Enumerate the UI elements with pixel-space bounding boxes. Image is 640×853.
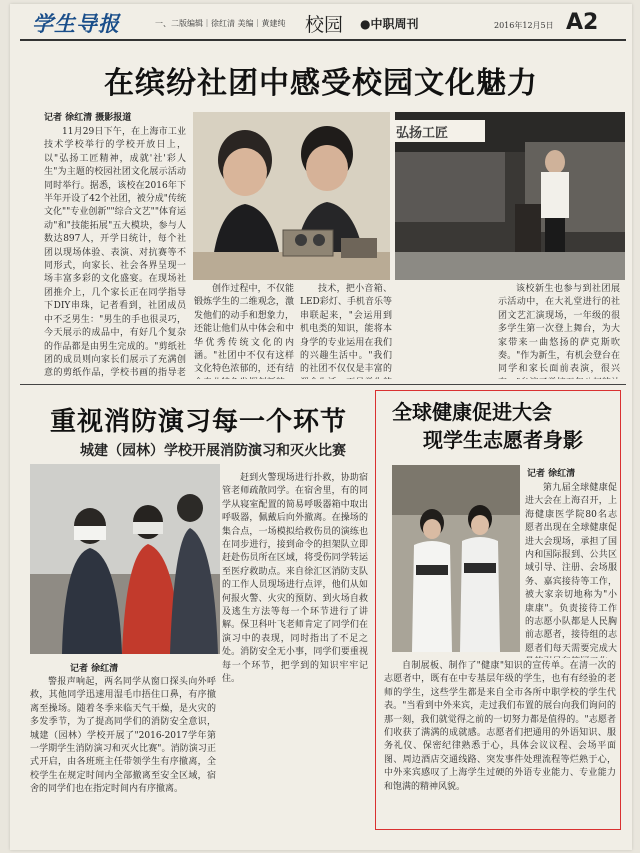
article1-column-2: 创作过程中，不仅能锻炼学生的二维观念，激发他们的动手和想象力，还能让他们从中体会和中华优秀传统文化的内涵。"社团中不仅有这样文化特色浓郁的，还有结: [194, 284, 294, 375]
issue-date: 2016年12月5日: [494, 21, 554, 30]
article2-column-2: 赶到火警现场进行扑救，协助宿管老师疏散同学。在宿舍里，有的同学从寝室配置的简易呼吸器箱中取出呼吸器，佩戴后向外撤离。在操场的集合点，一场模拟给救伤员的演练也在同步进行，接到命令的担架队立即赶赴伤员所在区域，将受伤同学转运至医疗救助点。来自徐汇区消防支队的工作人员现场进行点评，他们从如何报火警、火灾的预防、到火场自救及逃生方法等每一个环节进行了讲解。保卫科叶飞老师肯定了同学们在演习中的表现，同时指出了不足之处。消防安全无小事，同学们要重视每一个环节，把学到的知识牢牢记住。: [222, 473, 368, 685]
fire-drill-photo-svg: [30, 464, 220, 654]
article3-headline-line1: 全球健康促进大会: [392, 400, 552, 424]
section-subtitle: ●中职周刊: [360, 17, 419, 31]
stage-banner-text: 弘扬工匠: [390, 120, 485, 142]
volunteers-photo: [392, 465, 520, 652]
volunteers-photo-svg: [392, 465, 520, 652]
article3-column-2: 自制展板、制作了"健康"知识的宣传单。在清一次的志愿者中，既有在中专基层年级的学生，也有有经验的老师的学生，这些学生都是来自全市各所中职学校的学生代表。"当看到中外来宾，走过我们布置的展台向我们询问的那一刻，我们就觉得之前的一切努力都是值得的。"志愿者们收获了满满的成就感。志愿者们把通用的外语知识、服务礼仪、保密纪律熟悉于心，具体会议议程、会场平面图、周边酒店交通线路、突发事件处理流程等烂熟于心，中外来宾感叹了上海学生过硬的外语专业能力、专业能力和饱满的精神风貌。: [384, 661, 616, 792]
students-photo: [193, 112, 390, 280]
section-title: 校园: [305, 14, 344, 36]
article3-column-1: 第九届全球健康促进大会在上海召开，上海健康医学院80名志愿者出现在全球健康促进大会现场，承担了国内和国际报到、公共区域引导、注册、会场服务、嘉宾接待等工作，被大家亲切地称为"小康康"。负责接待工作的志愿小队都是人民胸前志愿者，接待组的志愿者们每天需要完成大: [525, 483, 617, 654]
article1-column-1: 11月29日下午，在上海市工业技术学校举行的学校开放日上，以"弘扬工匠精神，成就'社'彩人生"为主题的校园社团文化展示活动同时举行。据悉，该校在2016年下半年开设了42个社团，被分成"传统文化""专业创新""综合文艺""体育运动"和"技能拓展"五大模块，参与人数达897人，开学日统计，每个社团以现场体验、表演、对抗赛等不同形式，向家长、社会各界呈现一场丰富多彩的文化盛宴。在现场社团推介上，几个家长正在同学指导下DIY串珠，记者看到，社团成员中不乏男生："男生的手也很灵巧，今天展示的成品中，有好几个复杂的作品都是由男生完成的。"剪纸社团的成员则向家长们展示了充满创意的剪纸作品，学校书画的指导老: [44, 127, 186, 378]
editor-info: 一、二版编辑｜徐红清 美编｜黄建纯: [155, 19, 286, 28]
fire-drill-photo: [30, 464, 220, 654]
newspaper-logo: 学生导报: [32, 11, 120, 36]
masthead: [10, 4, 632, 42]
article1-column-4: 该校新生也参与到社团展示活动中，在大礼堂进行的社团文艺汇演现场，一年级的很多学生第一次登上舞台，为大家带来一曲悠扬的萨克斯吹奏。"作为新生，有机会登台在同学和家长面前表演，很兴: [498, 284, 620, 375]
article3-byline: 记者 徐红清: [527, 469, 576, 479]
newspaper-page: [10, 4, 632, 850]
article1-column-3: 技术，把小音箱、LED彩灯、手机音乐等串联起来，"会运用到机电类的知识，能将本身学的专业运用在我们的兴趣生活中。"我们的社团不仅仅是丰富的: [300, 284, 392, 375]
students-photo-svg: [193, 112, 390, 280]
article2-column-1: 警报声响起，两名同学从窗口探头向外呼救，其他同学迅速用湿毛巾捂住口鼻，有序撤离至操场。随着冬季来临天气干燥，是火灾的多发季节，为了提高同学们的消防安全意识，城建（园林）学校开展了"2016-2017学年第一学期学生消防演习和灭火比赛"。消防演习正式开启，由各班班主任带领学生有序撤离，全校学生在规定时间内全部撤离至安全区域，宿舍的同学们也在指定时间内有序撤离。: [30, 677, 216, 795]
section-divider: [20, 384, 626, 385]
article2-headline: 重视消防演习每一个环节: [50, 407, 348, 437]
article1-byline: 记者 徐红清 摄影报道: [44, 113, 132, 123]
article2-subheadline: 城建（园林）学校开展消防演习和灭火比赛: [80, 443, 346, 459]
article1-headline: 在缤纷社团中感受校园文化魅力: [104, 66, 538, 101]
masthead-rule: [20, 39, 626, 41]
article2-byline: 记者 徐红清: [70, 664, 119, 674]
article3-headline-line2: 现学生志愿者身影: [423, 428, 583, 452]
page-number: A2: [566, 10, 599, 35]
